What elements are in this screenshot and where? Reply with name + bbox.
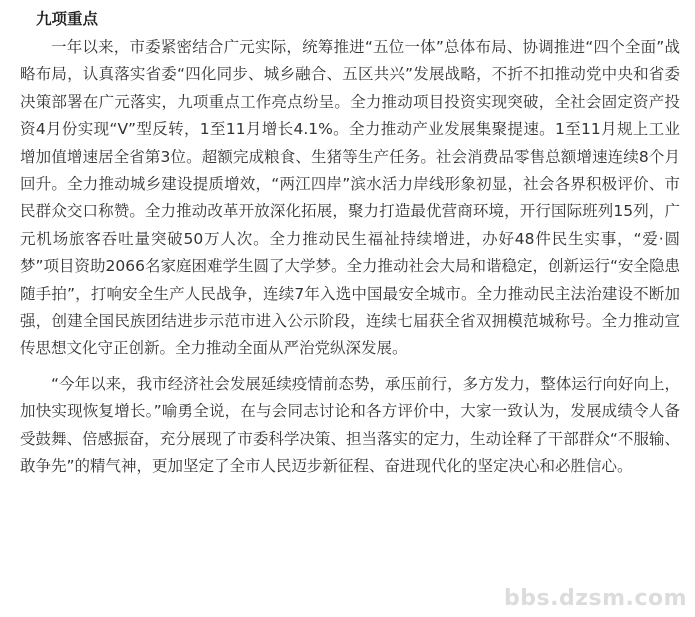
paragraph-1: 一年以来，市委紧密结合广元实际，统筹推进“五位一体”总体布局、协调推进“四个全面”战略布局，认真落实省委“四化同步、城乡融合、五区共兴”发展战略，不折不扣推动党中央和省委决策部署在广元落实，九项重点工作亮点纷呈。全力推动项目投资实现突破，全社会固定资产投资4月份实现“V”型反转，1至11月增长4.1%。全力推动产业发展集聚提速。1至11月规上工业增加值增速居全省第3位。超额完成粮食、生猪等生产任务。社会消费品零售总额增速连续8个月回升。全力推动城乡建设提质增效，“两江四岸”滨水活力岸线形象初显，社会各界积极评价、市民群众交口称赞。全力推动改革开放深化拓展，聚力打造最优营商环境，开行国际班列15列，广元机场旅客吞吐量突破50万人次。全力推动民生福祉持续增进，办好48件民生实事，“爱·圆梦”项目资助2066名家庭困难学生圆了大学梦。全力推动社会大局和谐稳定，创新运行“安全隐患随手拍”，打响安全生产人民战争，连续7年入选中国最安全城市。全力推动民主法治建设不断加强，创建全国民族团结进步示范市进入公示阶段，连续七届获全省双拥模范城称号。全力推动宣传思想文化守正创新。全力推动全面从严治党纵深发展。	[20, 38, 681, 358]
article-body	[20, 8, 680, 481]
paragraph-2: “今年以来，我市经济社会发展延续疫情前态势，承压前行，多方发力，整体运行向好向上，加快实现恢复增长。”喻勇全说，在与会同志讨论和各方评价中，大家一致认为，发展成绩令人备受鼓舞、倍感振奋，充分展现了市委科学决策、担当落实的定力，生动诠释了干部群众“不服输、敢争先”的精气神，更加坚定了全市人民迈步新征程、奋进现代化的坚定决心和必胜信心。	[20, 374, 680, 476]
site-watermark: bbs.dzsm.com	[504, 586, 687, 611]
section-heading: 九项重点	[36, 10, 99, 28]
